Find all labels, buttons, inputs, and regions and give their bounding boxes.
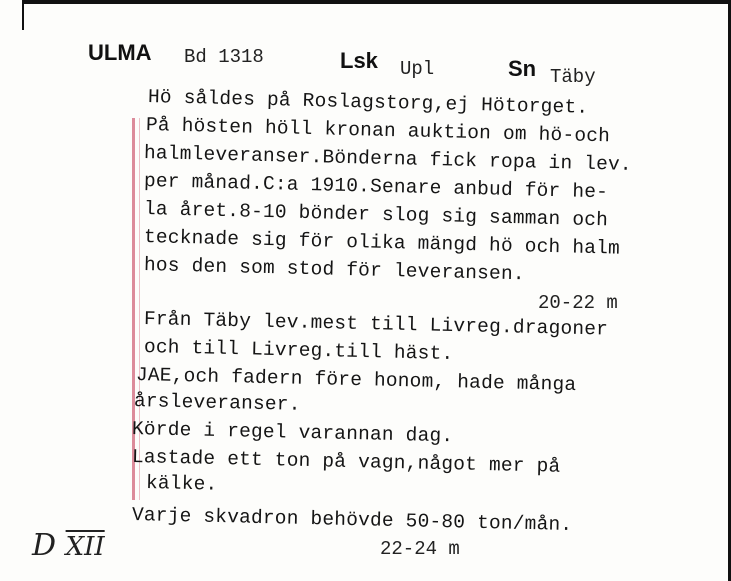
text-line-14: kälke. [145, 472, 218, 496]
distance-note-2: 22-24 m [380, 538, 460, 560]
distance-note-1: 20-22 m [538, 292, 618, 314]
sn-value: Täby [550, 66, 596, 88]
text-line-13: Lastade ett ton på vagn,något mer på [131, 446, 561, 478]
lsk-value: Upl [400, 58, 435, 80]
landscape-label: ULMA [88, 40, 152, 65]
card-corner [22, 0, 32, 30]
card-top-edge [22, 0, 731, 4]
text-line-15: Varje skvadron behövde 50-80 ton/mån. [131, 504, 573, 536]
signum-numeral: $\overline{XII}$ [65, 532, 105, 562]
text-line-2: På hösten höll kronan auktion om hö-och [145, 114, 611, 148]
text-line-9: och till Livreg.till häst. [143, 336, 454, 366]
sn-label: Sn [508, 56, 537, 81]
text-line-7: hos den som stod för leveransen. [143, 254, 526, 286]
text-line-8: Från Täby lev.mest till Livreg.dragoner [143, 308, 609, 341]
text-line-11: årsleveranser. [133, 390, 301, 416]
text-line-1: Hö såldes på Roslagstorg,ej Hötorget. [147, 86, 589, 119]
text-line-4: per månad.C:a 1910.Senare anbud för he- [143, 170, 609, 204]
text-line-6: tecknade sig för olika mängd hö och halm [143, 226, 621, 260]
margin-rule-shadow [139, 118, 140, 500]
volume-number: Bd 1318 [184, 46, 264, 68]
text-line-3: halmleveranser.Bönderna fick ropa in lev. [143, 142, 633, 176]
signum-letter: D [32, 528, 57, 563]
text-line-10: JAE,och fadern före honom, hade många [135, 364, 577, 396]
lsk-label: Lsk [340, 48, 378, 73]
text-line-12: Körde i regel varannan dag. [131, 418, 454, 448]
margin-rule [132, 118, 135, 500]
text-line-5: la året.8-10 bönder slog sig samman och [143, 198, 609, 232]
handwritten-signum [32, 528, 105, 563]
